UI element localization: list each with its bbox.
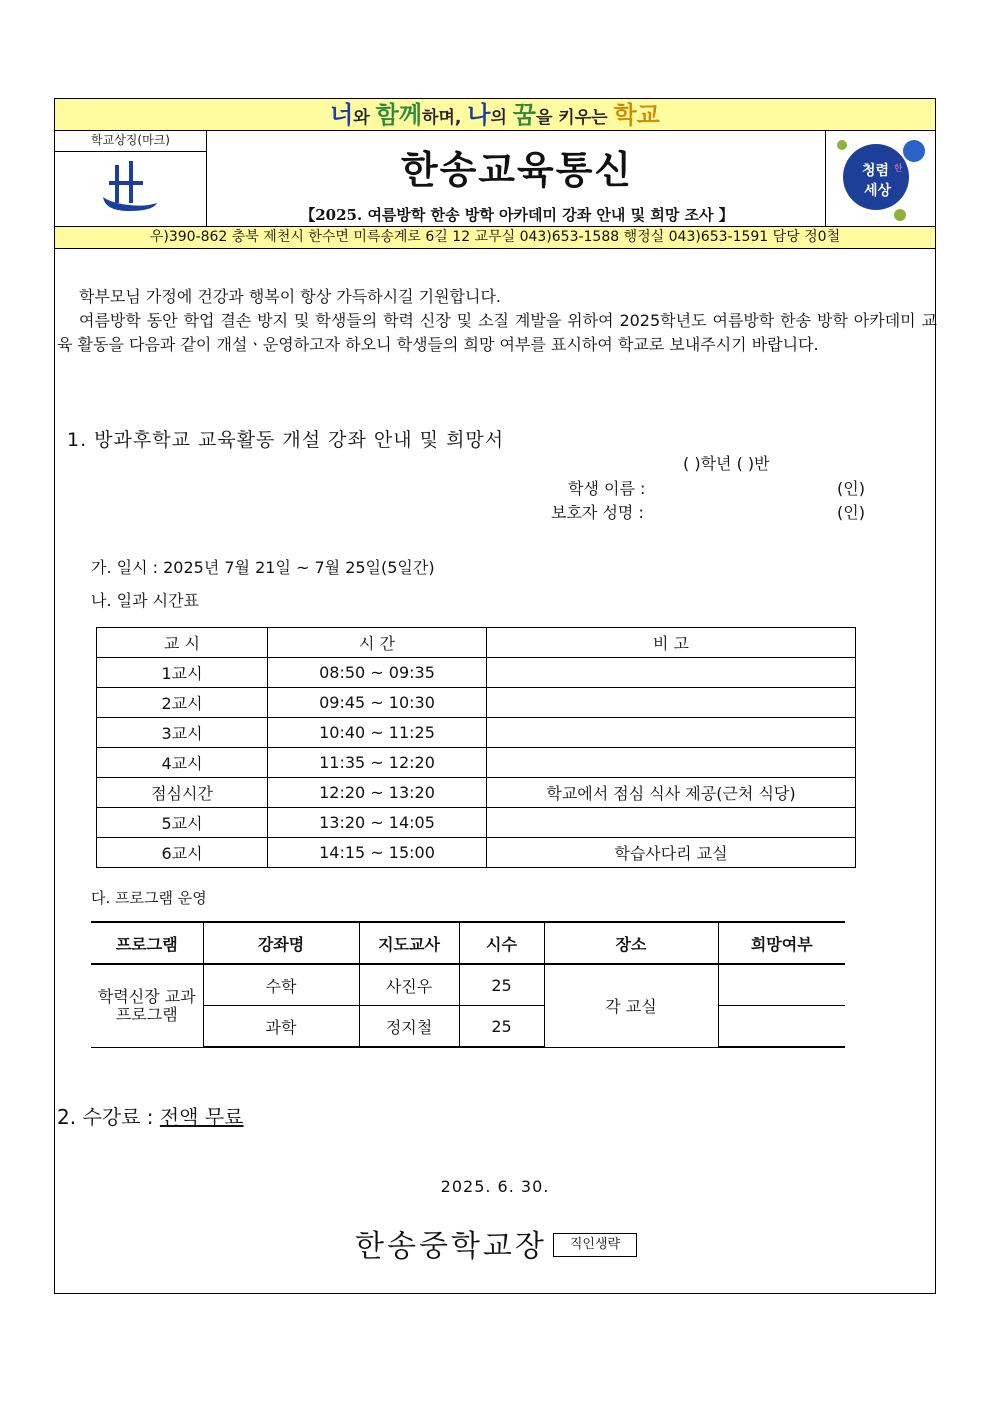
seal-omitted-box: 직인생략 <box>553 1233 637 1257</box>
newsletter-frame <box>54 98 936 1294</box>
emblem-text-world: 세상 <box>864 183 892 199</box>
timetable-row <box>97 838 856 868</box>
grade-class-line: ( )학년 ( )반 <box>683 454 770 473</box>
motto-word-dream: 꿈 <box>512 101 536 129</box>
preference-cell-science[interactable] <box>718 1006 845 1048</box>
newsletter-title: 한송교육통신 <box>400 148 634 192</box>
title-block <box>207 131 827 227</box>
timetable-heading: 나. 일과 시간표 <box>91 591 199 610</box>
emblem-text-han: 한 <box>894 164 903 174</box>
motto-word-you: 너 <box>330 101 354 129</box>
period-cell: 4교시 <box>97 748 268 778</box>
greeting-line-2: 여름방학 동안 학업 결손 방지 및 학생들의 학력 신장 및 소질 계발을 위하여 2025학년도 여름방학 한송 방학 아카데미 교육 활동을 다음과 같이 개설ㆍ운영하고자 하오니 학생들의 희망 여부를 표시하여 학교로 보내주시기 바랍니다. <box>57 311 937 354</box>
principal-name: 한송중학교장 <box>355 1229 547 1264</box>
timetable-row <box>97 688 856 718</box>
timetable-header-cell: 교 시 <box>97 628 268 658</box>
timetable-header-cell: 비 고 <box>487 628 856 658</box>
section1-title: 1. 방과후학교 교육활동 개설 강좌 안내 및 희망서 <box>67 429 505 451</box>
motto-particle: 하며, <box>422 108 468 128</box>
time-cell: 11:35 ~ 12:20 <box>268 748 487 778</box>
timetable-row <box>97 748 856 778</box>
school-mark-icon <box>95 159 165 219</box>
time-cell: 10:40 ~ 11:25 <box>268 718 487 748</box>
motto-word-together: 함께 <box>375 101 423 129</box>
program-header-cell: 시수 <box>459 922 544 964</box>
greeting-line-1: 학부모님 가정에 건강과 행복이 항상 가득하시길 기원합니다. <box>79 287 502 306</box>
preference-cell-math[interactable] <box>718 964 845 1006</box>
period-cell: 3교시 <box>97 718 268 748</box>
note-cell <box>487 748 856 778</box>
note-cell: 학습사다리 교실 <box>487 838 856 868</box>
hours-cell: 25 <box>459 1006 544 1048</box>
newsletter-subtitle: 【2025. 여름방학 한송 방학 아카데미 강좌 안내 및 희망 조사 】 <box>300 206 734 224</box>
school-logo-box <box>55 131 207 227</box>
time-cell: 12:20 ~ 13:20 <box>268 778 487 808</box>
program-header-cell: 장소 <box>544 922 718 964</box>
program-group-cell: 학력신장 교과 프로그램 <box>91 964 203 1047</box>
timetable-header-row <box>97 628 856 658</box>
greeting-paragraph <box>57 285 937 357</box>
period-cell: 6교시 <box>97 838 268 868</box>
timetable-row <box>97 658 856 688</box>
section2-fee <box>57 1101 244 1130</box>
guardian-name-label: 보호자 성명 : <box>551 503 644 522</box>
teacher-cell: 사진우 <box>359 964 459 1006</box>
hours-cell: 25 <box>459 964 544 1006</box>
program-header-cell: 지도교사 <box>359 922 459 964</box>
time-cell: 08:50 ~ 09:35 <box>268 658 487 688</box>
integrity-emblem-box <box>825 131 935 227</box>
course-name-cell: 과학 <box>203 1006 359 1048</box>
timetable-row <box>97 718 856 748</box>
contact-address-bar: 우)390-862 충북 제천시 한수면 미륵송계로 6길 12 교무실 043)653-1588 행정실 043)653-1591 담당 정0철 <box>55 227 935 249</box>
motto-word-me: 나 <box>467 101 491 129</box>
note-cell <box>487 718 856 748</box>
note-cell <box>487 658 856 688</box>
masthead <box>55 131 935 227</box>
student-name-label: 학생 이름 : <box>568 479 646 498</box>
program-row <box>91 964 845 1006</box>
period-cell: 5교시 <box>97 808 268 838</box>
motto-particle: 을 키우는 <box>535 108 614 128</box>
time-cell: 13:20 ~ 14:05 <box>268 808 487 838</box>
motto-particle: 의 <box>490 108 513 128</box>
note-cell <box>487 808 856 838</box>
program-table <box>91 921 845 1048</box>
motto-particle: 와 <box>353 108 376 128</box>
period-cell: 1교시 <box>97 658 268 688</box>
fee-value: 전액 무료 <box>159 1105 244 1129</box>
program-header-cell: 희망여부 <box>718 922 845 964</box>
period-cell: 점심시간 <box>97 778 268 808</box>
guardian-seal-mark: (인) <box>837 503 865 522</box>
program-header-cell: 강좌명 <box>203 922 359 964</box>
emblem-text-integrity: 청렴 <box>862 163 890 179</box>
course-name-cell: 수학 <box>203 964 359 1006</box>
logo-caption: 학교상징(마크) <box>55 131 206 152</box>
program-header-cell: 프로그램 <box>91 922 203 964</box>
note-cell: 학교에서 점심 식사 제공(근처 식당) <box>487 778 856 808</box>
timetable-header-cell: 시 간 <box>268 628 487 658</box>
student-seal-mark: (인) <box>837 479 865 498</box>
period-cell: 2교시 <box>97 688 268 718</box>
issue-date: 2025. 6. 30. <box>440 1177 550 1196</box>
program-row <box>91 1006 845 1048</box>
integrity-emblem-icon <box>826 131 934 225</box>
timetable <box>96 627 856 868</box>
schedule-dates: 가. 일시 : 2025년 7월 21일 ~ 7월 25일(5일간) <box>91 558 435 577</box>
time-cell: 09:45 ~ 10:30 <box>268 688 487 718</box>
fee-label: 2. 수강료 : <box>57 1105 160 1129</box>
time-cell: 14:15 ~ 15:00 <box>268 838 487 868</box>
motto-word-school: 학교 <box>613 101 660 129</box>
program-header-row <box>91 922 845 964</box>
teacher-cell: 정지철 <box>359 1006 459 1048</box>
program-heading: 다. 프로그램 운영 <box>91 889 207 907</box>
timetable-row <box>97 808 856 838</box>
school-motto <box>55 99 935 131</box>
place-cell: 각 교실 <box>544 964 718 1047</box>
note-cell <box>487 688 856 718</box>
timetable-row <box>97 778 856 808</box>
